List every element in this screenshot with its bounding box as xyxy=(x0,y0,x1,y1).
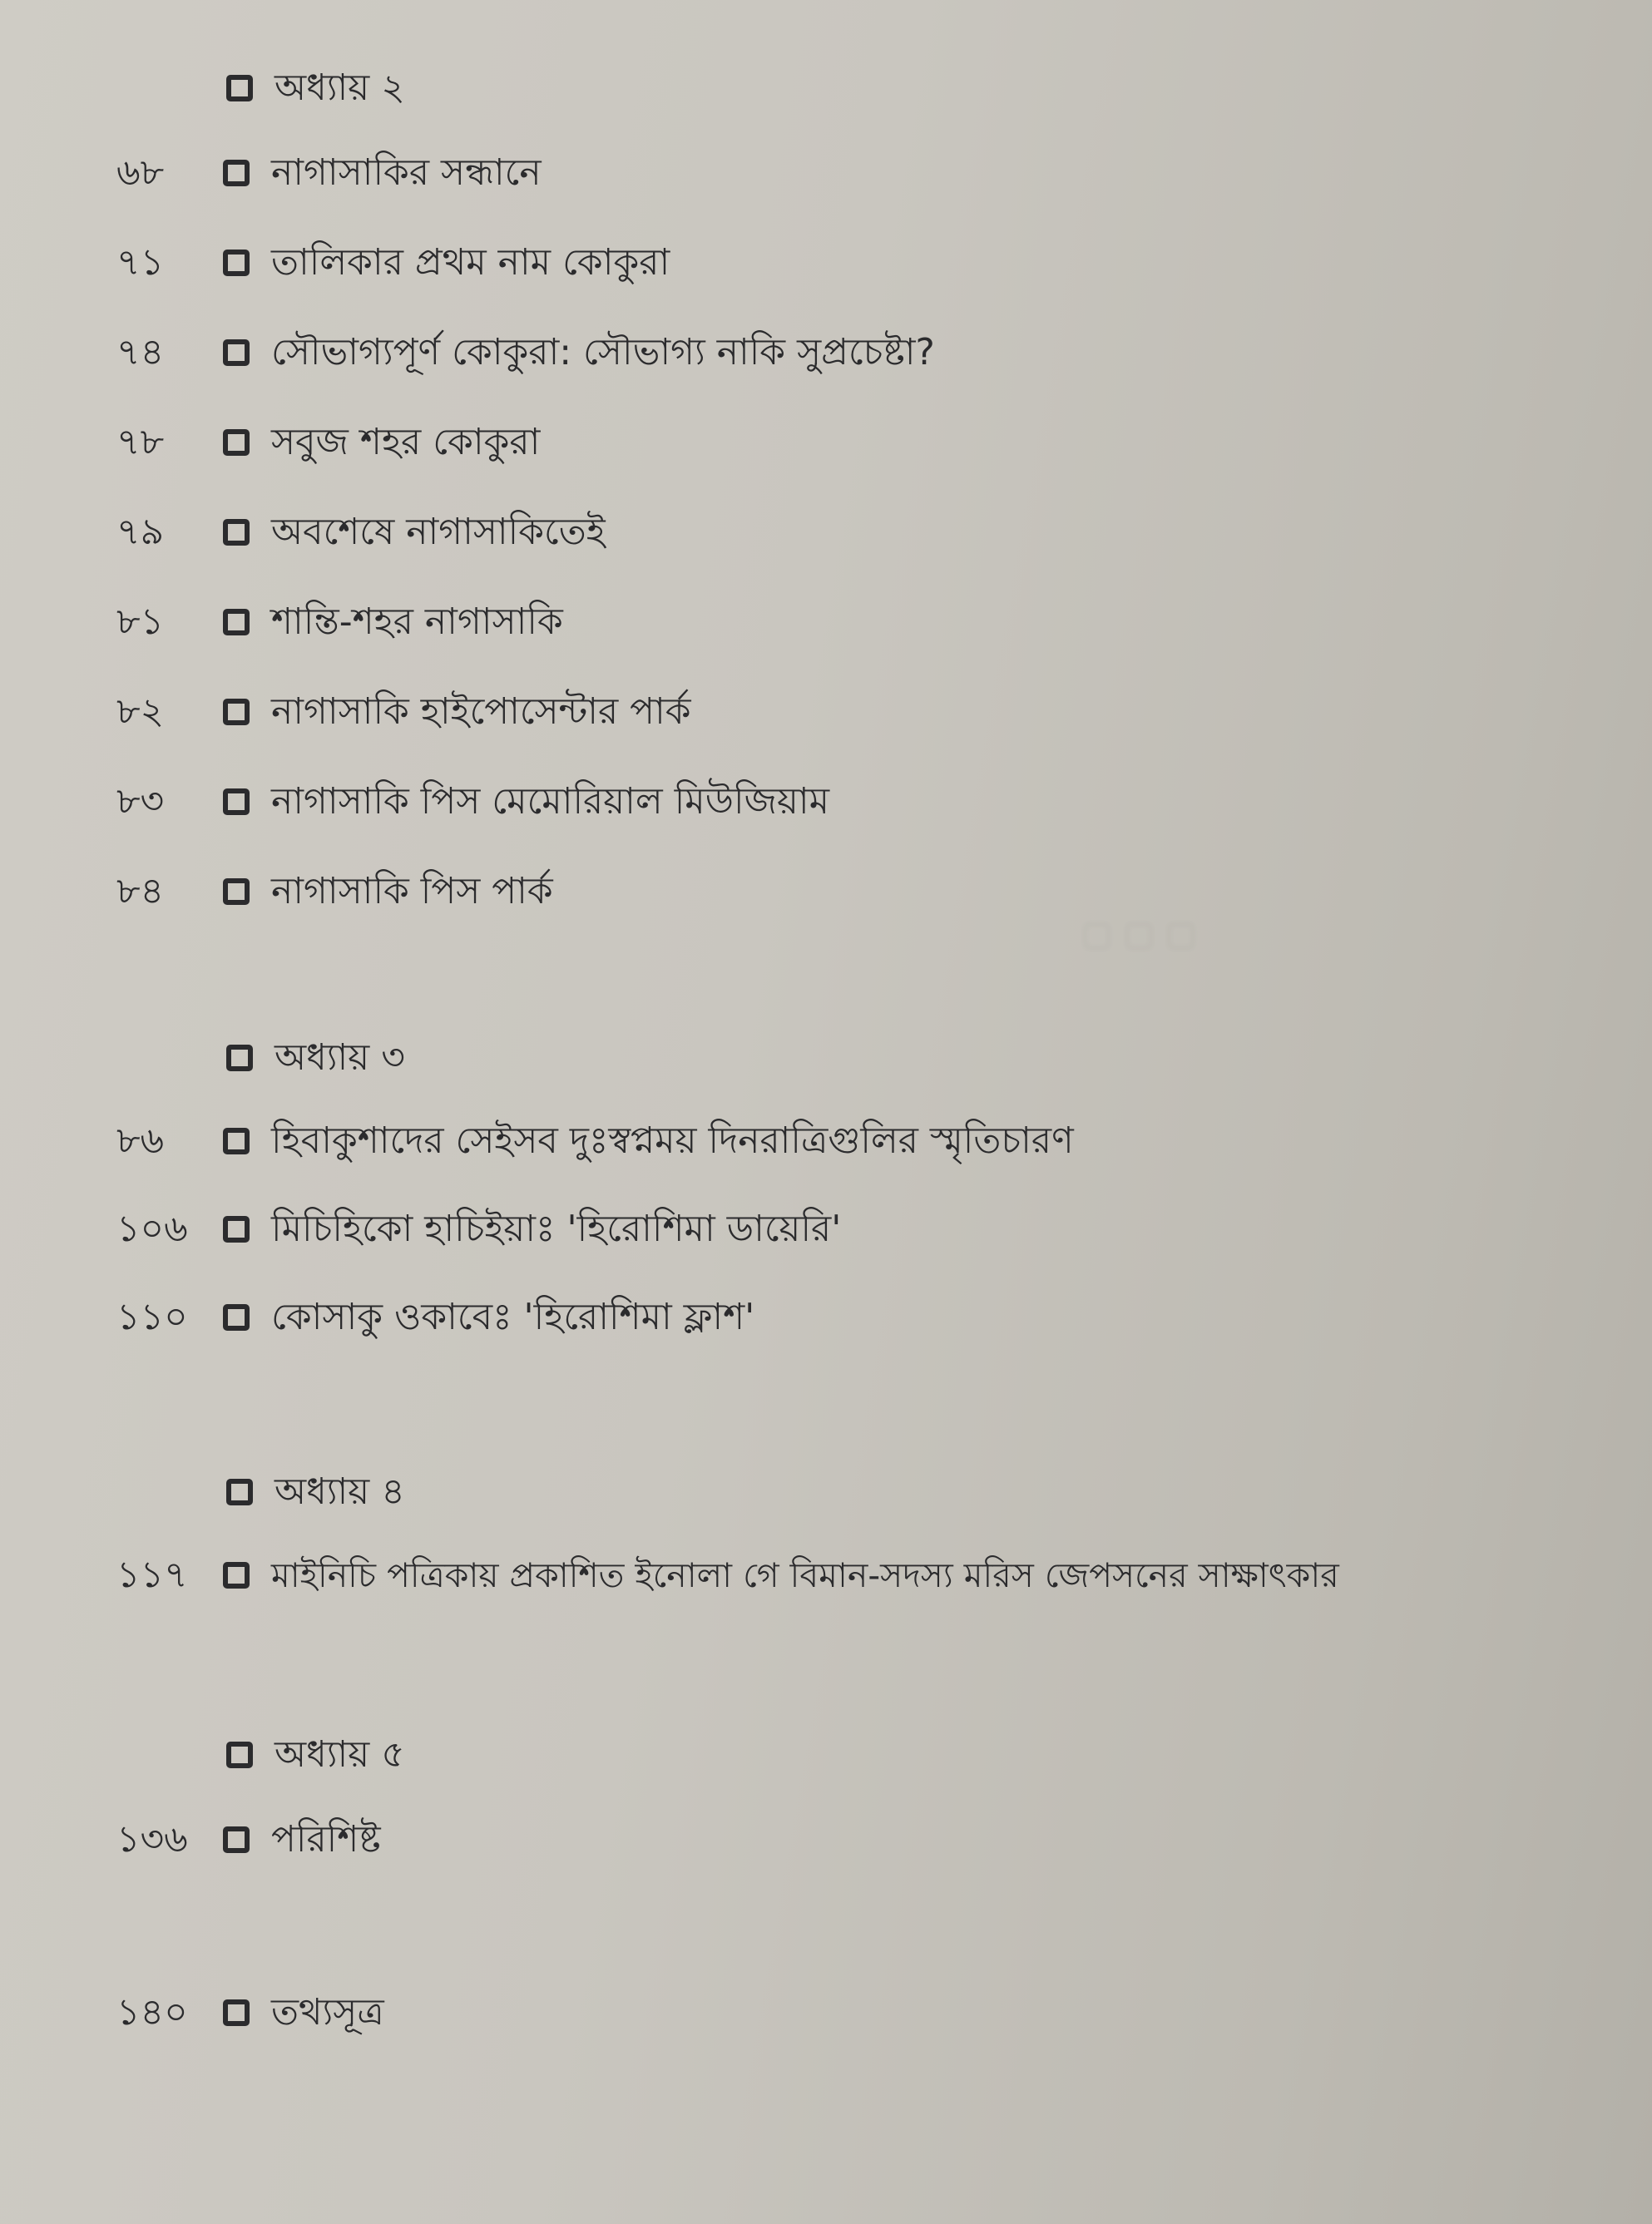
entry-title: শান্তি-শহর নাগাসাকি xyxy=(271,600,563,643)
toc-entry xyxy=(116,870,553,912)
entry-title: মিচিহিকো হাচিইয়াঃ 'হিরোশিমা ডায়েরি' xyxy=(271,1208,842,1250)
chapter-title: অধ্যায় ৫ xyxy=(275,1733,405,1776)
entry-title: নাগাসাকি পিস মেমোরিয়াল মিউজিয়াম xyxy=(271,780,830,823)
checkbox-icon xyxy=(226,75,253,101)
page-number: ৮৪ xyxy=(116,870,165,912)
chapter-title: অধ্যায় ৪ xyxy=(275,1470,405,1513)
toc-entry xyxy=(116,1818,381,1861)
page-number: ১০৬ xyxy=(116,1208,188,1250)
checkbox-icon xyxy=(223,788,250,815)
chapter-heading xyxy=(226,67,405,109)
toc-entry xyxy=(116,511,606,553)
toc-entry xyxy=(116,600,563,643)
checkbox-icon xyxy=(223,699,250,725)
toc-entry xyxy=(116,331,935,373)
chapter-heading xyxy=(226,1470,405,1513)
checkbox-icon xyxy=(223,339,250,366)
entry-title: নাগাসাকির সন্ধানে xyxy=(271,151,542,194)
entry-title: সৌভাগ্যপূর্ণ কোকুরা: সৌভাগ্য নাকি সুপ্রচেষ্টা? xyxy=(271,331,935,373)
entry-title: নাগাসাকি হাইপোসেন্টার পার্ক xyxy=(271,690,691,733)
checkbox-icon xyxy=(223,1304,250,1331)
checkbox-icon xyxy=(223,1216,250,1243)
entry-title: তথ্যসূত্র xyxy=(271,1991,384,2034)
checkbox-icon xyxy=(223,519,250,546)
checkbox-icon xyxy=(223,878,250,905)
page-number: ৮১ xyxy=(116,600,165,643)
checkbox-icon xyxy=(223,250,250,276)
page-number: ৭৯ xyxy=(116,511,165,553)
page-number: ১৪০ xyxy=(116,1991,188,2034)
checkbox-icon xyxy=(223,1128,250,1154)
entry-title: অবশেষে নাগাসাকিতেই xyxy=(271,511,606,553)
toc-entry xyxy=(116,1119,1074,1162)
toc-entry-references xyxy=(116,1991,384,2034)
toc-entry xyxy=(116,1554,1339,1596)
page-number: ১১৭ xyxy=(116,1554,188,1596)
chapter-heading xyxy=(226,1733,405,1776)
checkbox-icon xyxy=(223,429,250,456)
entry-title: হিবাকুশাদের সেইসব দুঃস্বপ্নময় দিনরাত্রিগুলির স্মৃতিচারণ xyxy=(271,1119,1074,1162)
checkbox-icon xyxy=(223,1999,250,2026)
toc-entry xyxy=(116,1296,755,1338)
checkbox-icon xyxy=(223,609,250,635)
page-number: ৮৬ xyxy=(116,1119,165,1162)
checkbox-icon xyxy=(226,1742,253,1768)
page-number: ৮৩ xyxy=(116,780,165,823)
entry-title: তালিকার প্রথম নাম কোকুরা xyxy=(271,241,670,284)
toc-entry xyxy=(116,1208,842,1250)
toc-entry xyxy=(116,241,670,284)
page-number: ৬৮ xyxy=(116,151,165,194)
checkbox-icon xyxy=(223,1826,250,1853)
chapter-heading xyxy=(226,1036,405,1079)
toc-entry xyxy=(116,151,542,194)
checkbox-icon xyxy=(223,160,250,186)
entry-title: পরিশিষ্ট xyxy=(271,1818,381,1861)
entry-title: মাইনিচি পত্রিকায় প্রকাশিত ইনোলা গে বিমান-সদস্য মরিস জেপসনের সাক্ষাৎকার xyxy=(271,1554,1339,1595)
toc-entry xyxy=(116,780,830,823)
page-number: ১১০ xyxy=(116,1296,188,1338)
page-number: ১৩৬ xyxy=(116,1818,188,1861)
toc-entry xyxy=(116,690,691,733)
checkbox-icon xyxy=(226,1479,253,1505)
chapter-title: অধ্যায় ২ xyxy=(275,67,405,109)
checkbox-icon xyxy=(223,1562,250,1589)
page-number: ৭৮ xyxy=(116,421,165,463)
page-number: ৭৪ xyxy=(116,331,165,373)
toc-entry xyxy=(116,421,541,463)
entry-title: নাগাসাকি পিস পার্ক xyxy=(271,870,553,912)
bleed-through-text: ▢ ▢ ▢ xyxy=(1081,915,1197,953)
checkbox-icon xyxy=(226,1045,253,1071)
page-number: ৮২ xyxy=(116,690,165,733)
entry-title: সবুজ শহর কোকুরা xyxy=(271,421,541,463)
chapter-title: অধ্যায় ৩ xyxy=(275,1036,405,1079)
entry-title: কোসাকু ওকাবেঃ 'হিরোশিমা ফ্লাশ' xyxy=(271,1296,755,1338)
page-number: ৭১ xyxy=(116,241,165,284)
